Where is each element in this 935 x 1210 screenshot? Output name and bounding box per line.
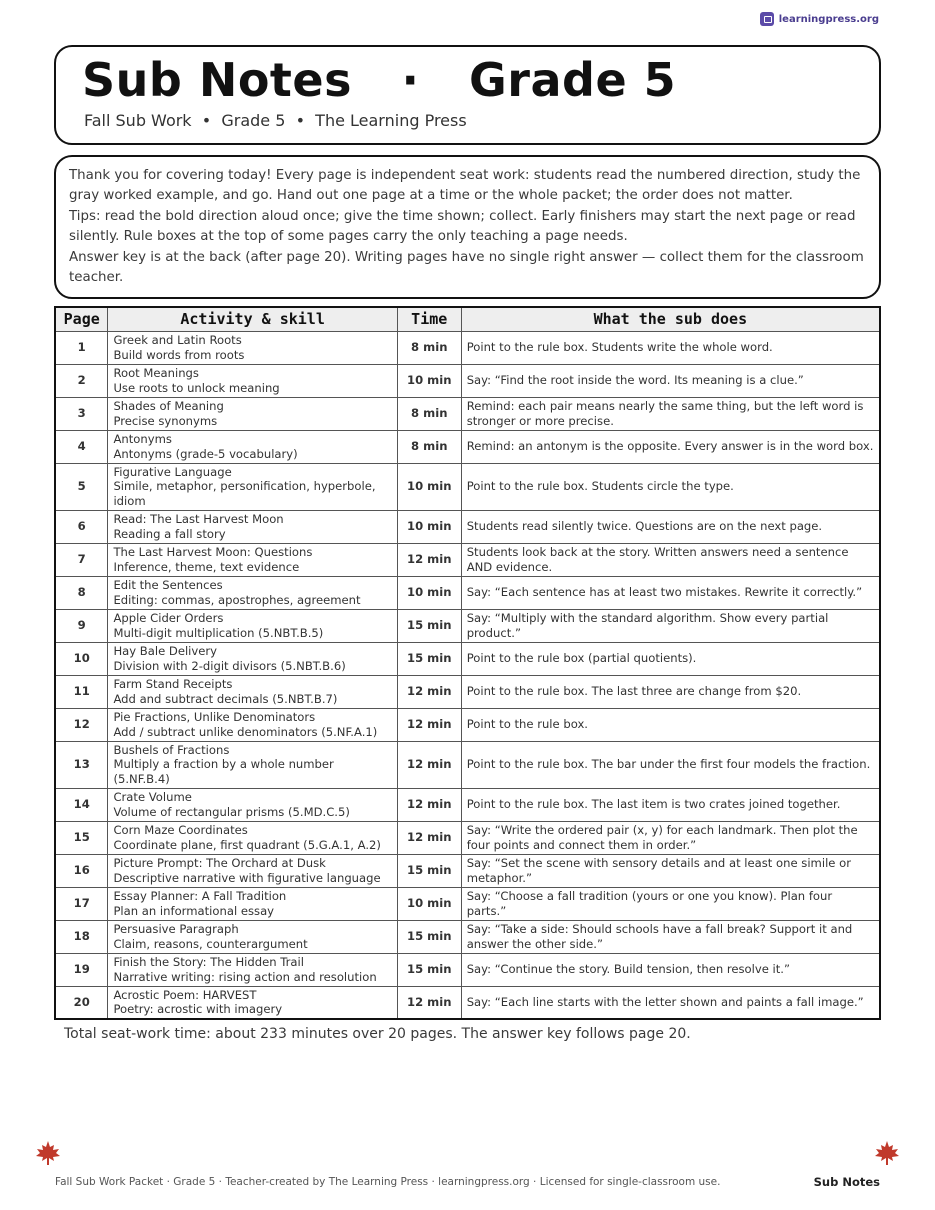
activity-title: Root Meanings bbox=[113, 366, 199, 381]
sub-instruction: Point to the rule box. The last three are change from $20. bbox=[461, 675, 880, 708]
intro-paragraph: Tips: read the bold direction aloud once; give the time shown; collect. Early finishers may start the next page or read silently. Rule boxes at the top of some pages carry the only teaching a page needs. bbox=[69, 209, 856, 244]
activity-skill: Coordinate plane, first quadrant (5.G.A.1, A.2) bbox=[113, 837, 381, 852]
sub-instruction: Point to the rule box. Students circle the type. bbox=[461, 463, 880, 510]
table-row bbox=[55, 430, 880, 463]
table-row bbox=[55, 708, 880, 741]
sub-instruction: Remind: an antonym is the opposite. Every answer is in the word box. bbox=[461, 430, 880, 463]
sub-instruction: Point to the rule box. The last item is two crates joined together. bbox=[461, 788, 880, 821]
maple-leaf-icon bbox=[34, 1139, 62, 1167]
activity-cell bbox=[108, 854, 397, 887]
table-row bbox=[55, 609, 880, 642]
activity-title: Essay Planner: A Fall Tradition bbox=[113, 889, 287, 904]
header-time: Time bbox=[397, 307, 461, 331]
sub-instruction: Say: “Each sentence has at least two mistakes. Rewrite it correctly.” bbox=[461, 576, 880, 609]
activity-cell bbox=[108, 986, 397, 1019]
activity-time: 15 min bbox=[397, 920, 461, 953]
sub-instruction: Point to the rule box. The bar under the first four models the fraction. bbox=[461, 741, 880, 788]
activity-skill: Narrative writing: rising action and resolution bbox=[113, 969, 377, 984]
footer-text: Fall Sub Work Packet · Grade 5 · Teacher-created by The Learning Press · learningpress.org · Licensed for single-classroom use. bbox=[55, 1176, 721, 1188]
activity-time: 8 min bbox=[397, 430, 461, 463]
sub-instruction: Remind: each pair means nearly the same thing, but the left word is stronger or more precise. bbox=[461, 397, 880, 430]
page-number: 19 bbox=[55, 953, 108, 986]
header-activity: Activity & skill bbox=[108, 307, 397, 331]
sub-instruction: Say: “Continue the story. Build tension, then resolve it.” bbox=[461, 953, 880, 986]
activity-skill: Poetry: acrostic with imagery bbox=[113, 1002, 283, 1017]
total-time-note: Total seat-work time: about 233 minutes over 20 pages. The answer key follows page 20. bbox=[64, 1026, 691, 1042]
sub-instruction: Say: “Take a side: Should schools have a fall break? Support it and answer the other side.” bbox=[461, 920, 880, 953]
activity-time: 10 min bbox=[397, 576, 461, 609]
page-number: 1 bbox=[55, 331, 108, 364]
activity-skill: Add / subtract unlike denominators (5.NF.A.1) bbox=[113, 724, 378, 739]
page-number: 7 bbox=[55, 543, 108, 576]
activity-time: 12 min bbox=[397, 543, 461, 576]
activity-cell bbox=[108, 364, 397, 397]
activity-skill: Use roots to unlock meaning bbox=[113, 380, 280, 395]
activity-title: Corn Maze Coordinates bbox=[113, 823, 248, 838]
page-number: 4 bbox=[55, 430, 108, 463]
table-row bbox=[55, 887, 880, 920]
sub-instruction: Say: “Choose a fall tradition (yours or one you know). Plan four parts.” bbox=[461, 887, 880, 920]
sub-instruction: Say: “Set the scene with sensory details and at least one simile or metaphor.” bbox=[461, 854, 880, 887]
activity-title: Picture Prompt: The Orchard at Dusk bbox=[113, 856, 326, 871]
sub-instruction: Point to the rule box (partial quotients). bbox=[461, 642, 880, 675]
activity-skill: Simile, metaphor, personification, hyperbole, idiom bbox=[113, 479, 376, 508]
page-number: 10 bbox=[55, 642, 108, 675]
activity-cell bbox=[108, 821, 397, 854]
activity-skill: Add and subtract decimals (5.NBT.B.7) bbox=[113, 691, 338, 706]
table-row bbox=[55, 543, 880, 576]
activity-cell bbox=[108, 708, 397, 741]
activity-title: Pie Fractions, Unlike Denominators bbox=[113, 710, 316, 725]
table-row bbox=[55, 397, 880, 430]
sub-instruction: Point to the rule box. Students write the whole word. bbox=[461, 331, 880, 364]
sub-instruction: Say: “Find the root inside the word. Its meaning is a clue.” bbox=[461, 364, 880, 397]
table-row bbox=[55, 510, 880, 543]
activity-skill: Division with 2-digit divisors (5.NBT.B.6) bbox=[113, 658, 346, 673]
activity-time: 8 min bbox=[397, 331, 461, 364]
title-box bbox=[54, 45, 881, 145]
sub-instruction: Students look back at the story. Written answers need a sentence AND evidence. bbox=[461, 543, 880, 576]
sub-instruction: Students read silently twice. Questions are on the next page. bbox=[461, 510, 880, 543]
activity-time: 12 min bbox=[397, 741, 461, 788]
page-number: 18 bbox=[55, 920, 108, 953]
activity-cell bbox=[108, 510, 397, 543]
page-number: 9 bbox=[55, 609, 108, 642]
activity-time: 10 min bbox=[397, 887, 461, 920]
activity-cell bbox=[108, 788, 397, 821]
table-header-row bbox=[55, 307, 880, 331]
sub-instruction: Point to the rule box. bbox=[461, 708, 880, 741]
brand-text: learningpress.org bbox=[778, 13, 879, 25]
activity-title: Crate Volume bbox=[113, 790, 192, 805]
sub-instruction: Say: “Multiply with the standard algorithm. Show every partial product.” bbox=[461, 609, 880, 642]
activity-title: Finish the Story: The Hidden Trail bbox=[113, 955, 304, 970]
activity-title: Edit the Sentences bbox=[113, 578, 223, 593]
activity-skill: Precise synonyms bbox=[113, 413, 218, 428]
activity-cell bbox=[108, 543, 397, 576]
activity-cell bbox=[108, 741, 397, 788]
activity-time: 12 min bbox=[397, 675, 461, 708]
table-row bbox=[55, 986, 880, 1019]
activity-title: Hay Bale Delivery bbox=[113, 644, 218, 659]
sub-instruction: Say: “Each line starts with the letter shown and paints a fall image.” bbox=[461, 986, 880, 1019]
activity-title: Acrostic Poem: HARVEST bbox=[113, 987, 257, 1002]
activity-skill: Plan an informational essay bbox=[113, 903, 275, 918]
activity-title: Shades of Meaning bbox=[113, 399, 224, 414]
table-row bbox=[55, 788, 880, 821]
brand-link[interactable] bbox=[760, 12, 879, 26]
page-number: 13 bbox=[55, 741, 108, 788]
page-number: 2 bbox=[55, 364, 108, 397]
table-row bbox=[55, 953, 880, 986]
activity-title: Bushels of Fractions bbox=[113, 743, 230, 758]
table-row bbox=[55, 331, 880, 364]
activity-skill: Descriptive narrative with figurative language bbox=[113, 870, 381, 885]
table-row bbox=[55, 821, 880, 854]
page-number: 6 bbox=[55, 510, 108, 543]
activity-time: 12 min bbox=[397, 708, 461, 741]
activity-cell bbox=[108, 920, 397, 953]
activity-skill: Antonyms (grade-5 vocabulary) bbox=[113, 446, 298, 461]
header-sub: What the sub does bbox=[461, 307, 880, 331]
book-icon bbox=[760, 12, 774, 26]
intro-paragraph: Answer key is at the back (after page 20). Writing pages have no single right answer — collect them for the classroom teacher. bbox=[69, 250, 864, 285]
table-row bbox=[55, 463, 880, 510]
activity-time: 10 min bbox=[397, 463, 461, 510]
table-row bbox=[55, 364, 880, 397]
activity-skill: Build words from roots bbox=[113, 347, 245, 362]
activity-cell bbox=[108, 887, 397, 920]
activity-skill: Multiply a fraction by a whole number (5.NF.B.4) bbox=[113, 757, 334, 786]
activity-title: Persuasive Paragraph bbox=[113, 922, 239, 937]
footer-label: Sub Notes bbox=[813, 1175, 880, 1189]
table-row bbox=[55, 675, 880, 708]
activity-cell bbox=[108, 463, 397, 510]
table-row bbox=[55, 741, 880, 788]
activity-time: 12 min bbox=[397, 986, 461, 1019]
activity-skill: Editing: commas, apostrophes, agreement bbox=[113, 592, 361, 607]
header-page: Page bbox=[55, 307, 108, 331]
page-number: 15 bbox=[55, 821, 108, 854]
activity-title: The Last Harvest Moon: Questions bbox=[113, 545, 313, 560]
page-number: 16 bbox=[55, 854, 108, 887]
activity-time: 15 min bbox=[397, 642, 461, 675]
page-number: 20 bbox=[55, 986, 108, 1019]
page-subtitle: Fall Sub Work • Grade 5 • The Learning Press bbox=[84, 111, 467, 130]
activity-title: Farm Stand Receipts bbox=[113, 677, 233, 692]
page-title: Sub Notes · Grade 5 bbox=[82, 53, 677, 107]
schedule-table bbox=[54, 306, 881, 1020]
intro-paragraph: Thank you for covering today! Every page is independent seat work: students read the numbered direction, study the gray worked example, and go. Hand out one page at a time or the whole packet; the order does not matter. bbox=[69, 168, 861, 203]
table-row bbox=[55, 920, 880, 953]
page-number: 3 bbox=[55, 397, 108, 430]
activity-cell bbox=[108, 609, 397, 642]
activity-title: Figurative Language bbox=[113, 465, 232, 480]
activity-time: 12 min bbox=[397, 788, 461, 821]
activity-title: Apple Cider Orders bbox=[113, 611, 224, 626]
activity-cell bbox=[108, 576, 397, 609]
activity-title: Antonyms bbox=[113, 432, 172, 447]
activity-cell bbox=[108, 953, 397, 986]
activity-cell bbox=[108, 397, 397, 430]
activity-title: Greek and Latin Roots bbox=[113, 333, 242, 348]
table-row bbox=[55, 576, 880, 609]
maple-leaf-icon bbox=[873, 1139, 901, 1167]
table-row bbox=[55, 642, 880, 675]
activity-time: 12 min bbox=[397, 821, 461, 854]
activity-skill: Claim, reasons, counterargument bbox=[113, 936, 308, 951]
activity-time: 15 min bbox=[397, 953, 461, 986]
activity-skill: Volume of rectangular prisms (5.MD.C.5) bbox=[113, 804, 350, 819]
activity-title: Read: The Last Harvest Moon bbox=[113, 512, 284, 527]
page-number: 14 bbox=[55, 788, 108, 821]
activity-time: 8 min bbox=[397, 397, 461, 430]
page-number: 12 bbox=[55, 708, 108, 741]
activity-cell bbox=[108, 642, 397, 675]
activity-cell bbox=[108, 675, 397, 708]
activity-skill: Multi-digit multiplication (5.NBT.B.5) bbox=[113, 625, 324, 640]
activity-time: 10 min bbox=[397, 510, 461, 543]
page-number: 11 bbox=[55, 675, 108, 708]
activity-time: 15 min bbox=[397, 609, 461, 642]
page-number: 17 bbox=[55, 887, 108, 920]
page-number: 5 bbox=[55, 463, 108, 510]
page-number: 8 bbox=[55, 576, 108, 609]
intro-box bbox=[54, 155, 881, 299]
activity-skill: Inference, theme, text evidence bbox=[113, 559, 300, 574]
table-row bbox=[55, 854, 880, 887]
activity-cell bbox=[108, 331, 397, 364]
activity-time: 10 min bbox=[397, 364, 461, 397]
activity-skill: Reading a fall story bbox=[113, 526, 226, 541]
activity-time: 15 min bbox=[397, 854, 461, 887]
activity-cell bbox=[108, 430, 397, 463]
sub-instruction: Say: “Write the ordered pair (x, y) for each landmark. Then plot the four points and connect them in order.” bbox=[461, 821, 880, 854]
